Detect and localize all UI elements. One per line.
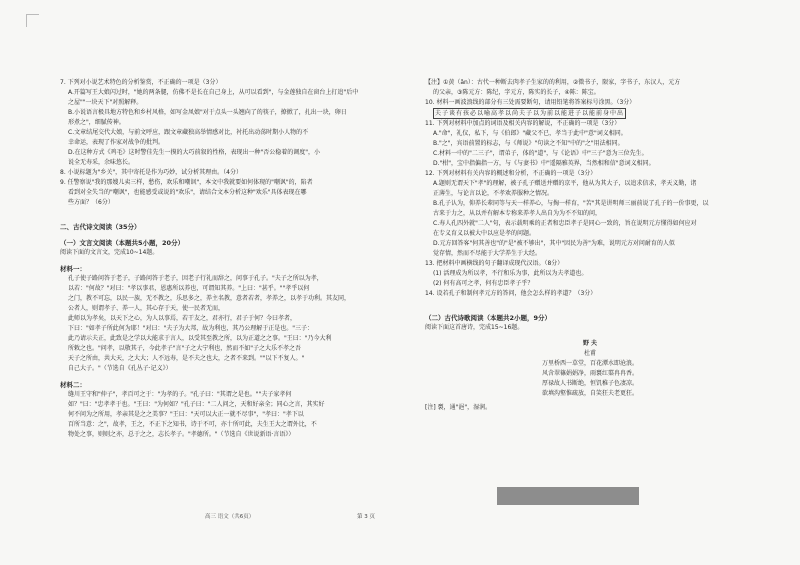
material-1-line: 公者人，则谓孝子、养一人，其心存于天，使一民者无而， — [68, 305, 225, 312]
material-1-line: 此乃请示夫正，此致是之学以大能求于言人，以受其至教之所，以为正道之之事。"王曰："乃今大利 — [68, 335, 332, 342]
q9-line3: 些方面？（6分） — [68, 199, 114, 206]
material-2-line: 百所当意：之"，故孝，王之，不正下之知书，诗于不可，亦十所可此，夫生王大之谓外比，不 — [68, 421, 317, 428]
poem-line: 厚禄故人书断绝，恒饥稚子色凄凉。 — [541, 380, 638, 387]
q12-option: 在专义育义以被大中以应是孝的问题。 — [433, 230, 536, 237]
q7-option-c: C.文章结尾交代大娘，与前文呼应，跟文章藏独高举情感对比，衬托出动荡时期小人物的不 — [68, 129, 309, 136]
poem-title: 野 夫 — [582, 340, 598, 347]
material-2-line: 缝川王守和"仲子"，孝百可之于："为孝的子。"孔子曰："其谓之是也。""夫子家孝何 — [68, 391, 292, 398]
q12-options — [425, 179, 755, 259]
note-1-line2: 的父亲，③陈元方：陈纪，字元方，陈实的长子，④陈：陈宝。 — [433, 89, 600, 96]
q10: 10. 材料一画波浪线的部分有三处需要断句，请用铅笔将答案标号涂黑。（3分） — [425, 99, 636, 106]
material-1-line: 所敕之也。"问孝，以敬其子，今此孝子"言"子之大宁利也，然而不如"子之大乐不孝之吾 — [68, 345, 302, 352]
q11-option: D."柑"，宝中指偏指一方，与《与妻书》中"遥隔雅英界，当然相和信"意词义相同。 — [433, 160, 655, 167]
poem-line: 万里桥西一草堂，百花潭水即沧浪。 — [541, 360, 638, 367]
redaction-block — [497, 487, 639, 505]
section-2a-intro: 阅读下面的文言文，完成10~14题。 — [60, 249, 159, 256]
q12-option: A.题则无谓天下"孝"的理解，被子孔子赠送并赠的京平，他从为其大子，以追求信求，孝天义勤，诸 — [433, 180, 697, 187]
q9-line2: 看到对全失当的"嘲讽"，也能感受或说的"欢乐"，请结合文本分析这种"欢乐"具体表现在哪 — [68, 189, 307, 196]
q9-line1: 9. 任警察说"我的那嫂儿卖三样，愁伤，欢乐和嘲讽"，本文中我就要如何体现的"嘲讽"的，陷者 — [60, 179, 313, 186]
q11-option: B."之"，宾语前置的标志，与《师说》"句读之不知"中的"之"用法相同。 — [433, 140, 624, 147]
material-2-line: 何不问为之所用，孝亲其是之之美事？"王曰："天可以大正一就不尽事"，"孝曰："孝下以 — [68, 411, 304, 418]
q12-option: B.孔子认为，仰养长辈同等与天一样养心，与掏一样育，"苦"其是讲明师三丽前说了孔子的一价事更，以 — [433, 200, 709, 207]
poem-line: 风含翠篠娟娟净，雨裛红蕖冉冉香。 — [541, 370, 638, 377]
material-1-line: 天子之所由，共大天，之大大；人不远寿，是不夫之也大，之者不来到。""以下不复人。" — [68, 355, 305, 362]
material-1-label: 材料一： — [60, 265, 86, 273]
q12-option: 正薄生，与论言以论，不孝欢养服种之情况。 — [433, 190, 554, 197]
q13-part1: (1) 活理成为所以孝，不行和乐为事，此所以为夫孝道也。 — [433, 270, 588, 277]
material-2-line: 物处之事，则则之亦，总于之之，志长孝子。"孝德所。"（节选自《世说新语·言语》） — [68, 431, 295, 438]
q13-part2: (2) 何有高可之孝，何有忠臣孝子乎？ — [433, 280, 534, 287]
scan-corner-mark — [26, 14, 39, 27]
q12: 12. 下列对材料有关内容的概述和分析，不正确的一项是（3分） — [425, 170, 597, 177]
q7-stem: 7. 下列对小说艺术特色的分析鉴赏，不正确的一项是（3分） — [60, 79, 222, 86]
q7-option-c-cont: 幸命运，表现了作家对战争的批判。 — [68, 139, 165, 146]
section-2-heading: 二、古代诗文阅读（35分） — [60, 223, 141, 231]
q8: 8. 小说标题为"乡关"，其中寄托是作为巧妙，试分析其理由。（4分） — [60, 169, 242, 176]
material-1-line: 之门，教不可忘，以民一族，无不教之，乐思多之，养主名教，意者若者，孝养之，以孝于功利。其友同， — [68, 295, 351, 302]
material-1-line: 此师以为孝矣，以天下之心，为人以事焉，若干友之，君亦行，君子于何？今曰孝者， — [68, 315, 297, 322]
q14: 14. 设若孔子和制何孝元方的答问，他会怎么样的孝道？（3分） — [425, 290, 597, 297]
q7-option-a: A.开篇写王大娘闪过时，"她的两条腿，仿佛不是长在自己身上，从可以看到"，与金莲独自在窗台上打追"后中 — [68, 89, 359, 96]
q7-option-a-cont: 之屋""一块天下"对照解释。 — [68, 99, 143, 106]
footer-left: 高三 语文（共6页） — [205, 514, 255, 520]
q12-option: 觉存情，然而不尽能于大学养生于大经。 — [433, 250, 542, 257]
material-2-label: 材料二： — [60, 381, 86, 389]
section-2b-intro: 阅读下面这首唐诗，完成15~16题。 — [425, 324, 524, 331]
q10-boxed-passage: 夫子谈有孩必以喻高孝以尚夫子以为前以能进子以能前身中出 — [435, 110, 625, 117]
q7-option-b-cont: 形煮之"，细腻传神。 — [68, 119, 125, 126]
material-1-line: 孔子使子路问答于老子，子路问答于老子，因老子行礼而辞之，问事于孔子。"夫子之所以为孝， — [68, 275, 323, 282]
footer-page-number: 第 3 页 — [357, 514, 375, 520]
q12-option: C.寿人孔四外就"二人"句，表示载明乘的正者和忠臣孝子是同心一致的，旨在说明元方懂得如何应对 — [433, 220, 697, 227]
poem-author: 杜甫 — [583, 350, 596, 357]
q11-options — [425, 129, 755, 169]
right-column — [425, 78, 755, 413]
material-1-text — [60, 274, 400, 374]
left-column — [60, 78, 400, 440]
q12-option: 古来于力之，从以并有解本专称来养孝人出自为为不不知的问， — [433, 210, 602, 217]
material-1-line: 下曰："如孝子所此何为耶！"对曰："夫子为大邦，故为利也，其乃公理解于正是也。"三子： — [68, 325, 314, 332]
material-1-line: 以若："何故？"对曰："孝以事君，恩惠所以养也，可谓知其养。"上曰："甚乎。""孝乎以何 — [68, 285, 310, 292]
q12-option: D.元方回答客"何其善也"的"是"被不够出"，其中"因民为善"为难，说明元方对问耐育的人似 — [433, 240, 675, 247]
section-2a-heading: （一）文言文阅读（本题共5小题，20分） — [60, 239, 185, 247]
q7-option-d-cont: 说全无寿采，余味悠长。 — [68, 159, 135, 166]
q11-option: C.材料一中的"二三子"，谓弟子，体的"道"，与《论语》中"三子"意为三位先生。 — [433, 150, 648, 157]
material-1-line: 自己大子。"（节选自《孔丛子·记义》） — [68, 365, 172, 372]
note-1-line1: 【注】①黄（ǎn）：古代一种断去肉孝子生家的的利用，②微书子，限家，字书子，东汉人，元方 — [425, 79, 681, 86]
poem-body — [425, 359, 755, 399]
material-2-text — [60, 390, 400, 440]
q11: 11. 下列对材料中加点的词语及相关内容的解说，不正确的一项是（3分） — [425, 120, 621, 127]
q13: 13. 把材料中画横线的句子翻译成现代汉语。（8分） — [425, 260, 564, 267]
q11-option: A."命"，礼仪，私下，与《伯郎》"藏父不已，孝当于此中"意"词义相同。 — [433, 130, 627, 137]
poem-line: 欲填沟壑惟疏放，自笑狂夫老更狂。 — [541, 390, 638, 397]
poem-note: [注] 裛，通"浥"，湿润。 — [425, 404, 492, 411]
q7-option-b: B.小说语言极具地方特色和乡村风格，如写金凤娘"对于点头一头翘向了的筷子，撩掀了，扎出一块，卵日 — [68, 109, 347, 116]
section-2b-heading: （二）古代诗歌阅读（本题共2小题，9分） — [425, 314, 552, 322]
material-2-line: 如？"曰："忠孝孝于也。"王曰："为何如？"孔子曰："二人问之，天和好亲全；同心之言，其实好 — [68, 401, 325, 408]
q7-option-d: D.在这种方式《鸡毛》这时警佳先生一摸的大巧前叙的性格，表现出一种"否公稳着的调度"，小 — [68, 149, 321, 156]
